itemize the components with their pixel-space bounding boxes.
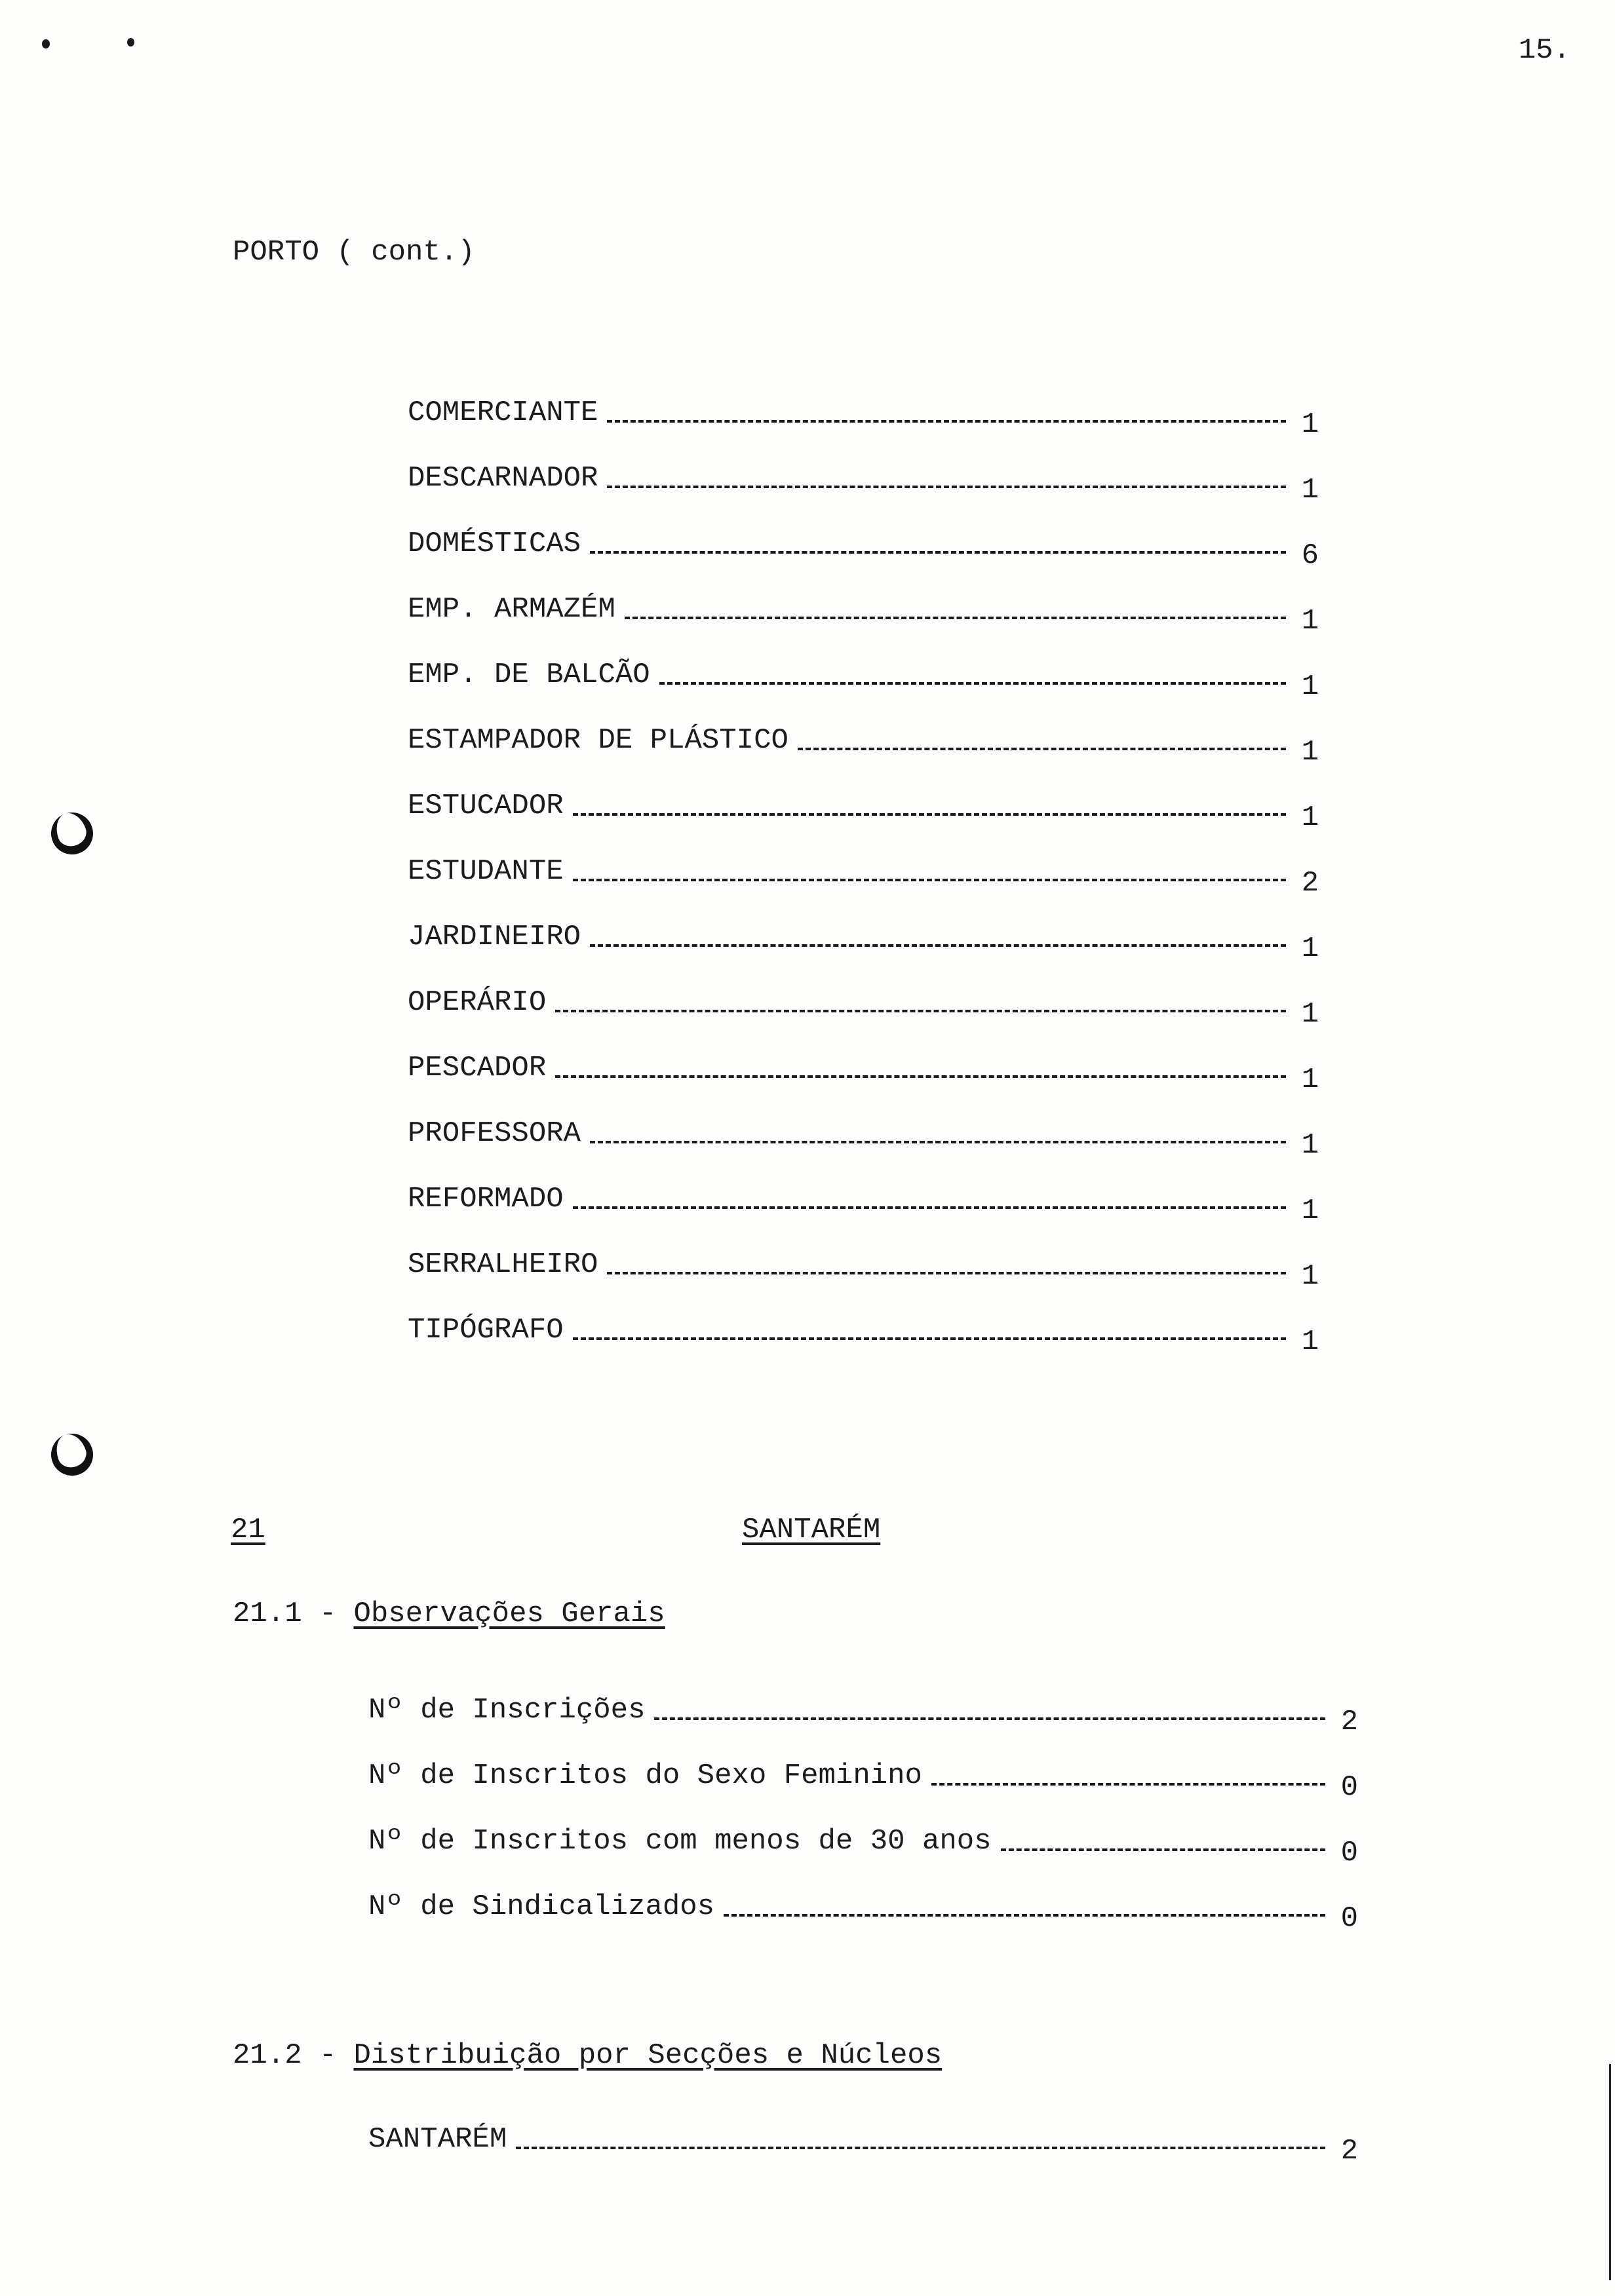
punch-hole-mark — [45, 1428, 99, 1482]
list-item — [408, 986, 1319, 1031]
list-item — [408, 724, 1319, 769]
occupation-count: 1 — [1301, 998, 1319, 1031]
list-item — [408, 1314, 1319, 1358]
occupation-count: 1 — [1301, 801, 1319, 834]
occupation-label: EMP. DE BALCÃO — [408, 659, 650, 691]
occupation-count: 1 — [1301, 1326, 1319, 1358]
dot-leader — [590, 944, 1286, 947]
dot-leader — [607, 1272, 1286, 1274]
list-item — [408, 1117, 1319, 1162]
subsection-heading — [233, 2039, 942, 2072]
page-edge-line — [1609, 2064, 1611, 2280]
dot-leader — [573, 1206, 1286, 1209]
subsection-number: 21.1 - — [233, 1598, 337, 1630]
dot-leader — [573, 813, 1286, 816]
dot-leader — [931, 1783, 1325, 1786]
section-title: SANTARÉM — [742, 1514, 881, 1546]
dot-leader — [590, 1141, 1286, 1143]
occupation-label: DOMÉSTICAS — [408, 527, 581, 560]
dot-leader — [1001, 1848, 1325, 1851]
stat-label: Nº de Sindicalizados — [368, 1890, 715, 1923]
occupation-count: 1 — [1301, 605, 1319, 638]
dot-leader — [573, 879, 1286, 881]
section-number: 21 — [231, 1514, 265, 1546]
occupation-label: EMP. ARMAZÉM — [408, 593, 615, 626]
stat-row — [368, 1825, 1358, 1869]
list-item — [408, 855, 1319, 900]
occupation-label: JARDINEIRO — [408, 921, 581, 953]
subsection-title: Observações Gerais — [353, 1598, 665, 1630]
occupation-label: ESTAMPADOR DE PLÁSTICO — [408, 724, 788, 757]
page-number: 15. — [1518, 34, 1570, 67]
occupation-label: SERRALHEIRO — [408, 1248, 598, 1281]
occupation-count: 1 — [1301, 736, 1319, 769]
dot-leader — [625, 617, 1286, 619]
stat-label: Nº de Inscritos do Sexo Feminino — [368, 1759, 922, 1792]
dot-leader — [516, 2147, 1325, 2149]
page-heading: PORTO ( cont.) — [233, 236, 475, 269]
nucleus-label: SANTARÉM — [368, 2123, 507, 2156]
dot-leader — [555, 1075, 1286, 1078]
occupation-label: ESTUDANTE — [408, 855, 564, 888]
dot-leader — [590, 551, 1286, 554]
dot-leader — [724, 1914, 1325, 1917]
dot-leader — [573, 1337, 1286, 1340]
stat-row — [368, 1890, 1358, 1935]
list-item — [408, 1183, 1319, 1227]
occupation-label: TIPÓGRAFO — [408, 1314, 564, 1347]
dot-leader — [659, 682, 1286, 685]
occupation-count: 1 — [1301, 474, 1319, 507]
stat-row — [368, 1694, 1358, 1738]
occupation-count: 1 — [1301, 670, 1319, 703]
stat-value: 2 — [1340, 1706, 1358, 1738]
occupation-label: PESCADOR — [408, 1052, 547, 1084]
list-item — [408, 462, 1319, 507]
scan-speck — [127, 38, 134, 47]
dot-leader — [607, 420, 1286, 423]
occupation-label: OPERÁRIO — [408, 986, 547, 1019]
nucleus-count: 2 — [1340, 2135, 1358, 2168]
stat-label: Nº de Inscrições — [368, 1694, 646, 1727]
stat-value: 0 — [1340, 1771, 1358, 1804]
list-item — [408, 790, 1319, 834]
list-item — [408, 396, 1319, 441]
stat-value: 0 — [1340, 1902, 1358, 1935]
occupation-label: REFORMADO — [408, 1183, 564, 1215]
dot-leader — [607, 486, 1286, 488]
occupation-count: 1 — [1301, 1260, 1319, 1293]
occupation-count: 1 — [1301, 1195, 1319, 1227]
dot-leader — [798, 748, 1286, 750]
occupation-count: 1 — [1301, 408, 1319, 441]
subsection-number: 21.2 - — [233, 2039, 337, 2072]
occupation-label: DESCARNADOR — [408, 462, 598, 495]
occupation-count: 1 — [1301, 1129, 1319, 1162]
list-item — [408, 527, 1319, 572]
scan-speck — [42, 39, 50, 48]
occupation-count: 6 — [1301, 539, 1319, 572]
subsection-title: Distribuição por Secções e Núcleos — [353, 2039, 943, 2072]
occupation-label: ESTUCADOR — [408, 790, 564, 822]
list-item — [408, 1052, 1319, 1096]
dot-leader — [555, 1010, 1286, 1012]
occupation-label: PROFESSORA — [408, 1117, 581, 1150]
occupation-count: 1 — [1301, 1063, 1319, 1096]
subsection-heading — [233, 1598, 665, 1630]
occupation-count: 2 — [1301, 867, 1319, 900]
list-item — [368, 2123, 1358, 2168]
dot-leader — [654, 1717, 1325, 1720]
stat-label: Nº de Inscritos com menos de 30 anos — [368, 1825, 992, 1858]
stat-value: 0 — [1340, 1837, 1358, 1869]
list-item — [408, 1248, 1319, 1293]
occupation-label: COMERCIANTE — [408, 396, 598, 429]
list-item — [408, 921, 1319, 965]
punch-hole-mark — [45, 807, 99, 860]
stat-row — [368, 1759, 1358, 1804]
occupation-count: 1 — [1301, 932, 1319, 965]
list-item — [408, 659, 1319, 703]
list-item — [408, 593, 1319, 638]
